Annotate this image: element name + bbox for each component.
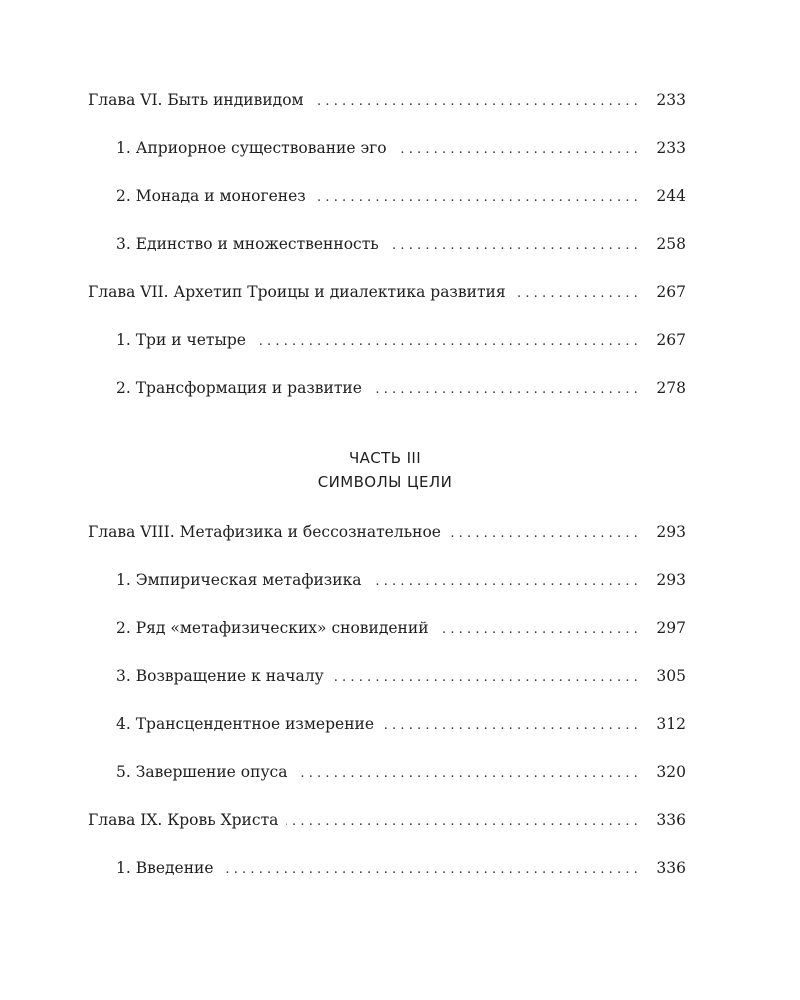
toc-entry-page: 293: [656, 523, 686, 541]
toc-entry-page: 293: [656, 571, 686, 589]
toc-entry-page: 258: [656, 235, 686, 253]
dot-leader: [295, 762, 642, 786]
toc-entry-title: 1. Эмпирическая метафизика: [116, 571, 362, 589]
toc-entry-section[interactable]: [116, 568, 686, 592]
dot-leader: [312, 90, 642, 114]
toc-entry-section[interactable]: [116, 616, 686, 640]
toc-entry-page: 244: [656, 187, 686, 205]
dot-leader: [370, 570, 642, 594]
toc-entry-page: 336: [656, 859, 686, 877]
toc-entry-page: 312: [656, 715, 686, 733]
toc-entry-section[interactable]: [116, 760, 686, 784]
toc-entry-title: 2. Ряд «метафизических» сновидений: [116, 619, 429, 637]
toc-entry-title: 1. Априорное существование эго: [116, 139, 387, 157]
dot-leader: [314, 186, 642, 210]
part-label: ЧАСТЬ III: [348, 449, 422, 467]
toc-entry-page: 278: [656, 379, 686, 397]
toc-entry-page: 233: [656, 91, 686, 109]
toc-entry-section[interactable]: [116, 712, 686, 736]
part-title: СИМВОЛЫ ЦЕЛИ: [317, 473, 453, 491]
toc-entry-chapter[interactable]: [88, 88, 686, 112]
dot-leader: [286, 810, 642, 834]
toc-entry-section[interactable]: [116, 376, 686, 400]
toc-entry-title: 2. Трансформация и развитие: [116, 379, 362, 397]
dot-leader: [437, 618, 642, 642]
toc-entry-section[interactable]: [116, 856, 686, 880]
toc-entry-title: 1. Три и четыре: [116, 331, 246, 349]
toc-entry-page: 297: [656, 619, 686, 637]
toc-entry-section[interactable]: [116, 232, 686, 256]
toc-entry-section[interactable]: [116, 664, 686, 688]
toc-entry-title: Глава IX. Кровь Христа: [88, 811, 279, 829]
toc-entry-section[interactable]: [116, 136, 686, 160]
toc-entry-title: Глава VIII. Метафизика и бессознательное: [88, 523, 441, 541]
toc-entry-title: 2. Монада и моногенез: [116, 187, 306, 205]
toc-entry-title: 3. Единство и множественность: [116, 235, 379, 253]
toc-entry-title: 4. Трансцендентное измерение: [116, 715, 375, 733]
dot-leader: [370, 378, 642, 402]
toc-entry-page: 320: [656, 763, 686, 781]
toc-entry-chapter[interactable]: [88, 520, 686, 544]
toc-entry-page: 233: [656, 139, 686, 157]
toc-entry-page: 305: [656, 667, 686, 685]
dot-leader: [332, 666, 642, 690]
dot-leader: [222, 858, 642, 882]
toc-entry-section[interactable]: [116, 184, 686, 208]
toc-entry-page: 336: [656, 811, 686, 829]
toc-entry-page: 267: [656, 331, 686, 349]
dot-leader: [382, 714, 642, 738]
toc-entry-title: 5. Завершение опуса: [116, 763, 288, 781]
toc-entry-chapter[interactable]: [88, 808, 686, 832]
dot-leader: [514, 282, 642, 306]
toc-entry-title: Глава VII. Архетип Троицы и диалектика развития: [88, 283, 506, 301]
toc-entry-title: 3. Возвращение к началу: [116, 667, 324, 685]
toc-entry-title: 1. Введение: [116, 859, 214, 877]
toc-entry-section[interactable]: [116, 328, 686, 352]
toc-entry-title: Глава VI. Быть индивидом: [88, 91, 304, 109]
dot-leader: [395, 138, 642, 162]
dot-leader: [387, 234, 642, 258]
toc-entry-page: 267: [656, 283, 686, 301]
dot-leader: [254, 330, 642, 354]
toc-entry-chapter[interactable]: [88, 280, 686, 304]
dot-leader: [449, 522, 642, 546]
